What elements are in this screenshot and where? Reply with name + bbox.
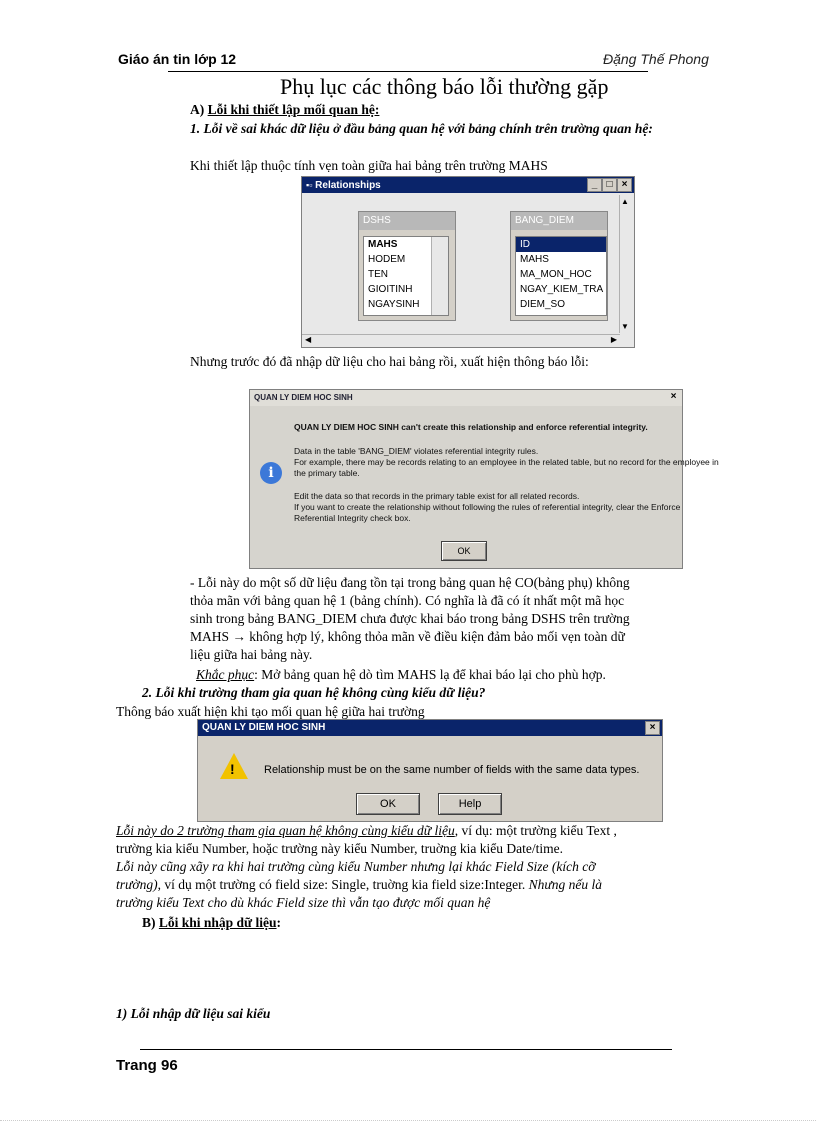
page-edge — [0, 1120, 816, 1122]
help-button[interactable]: Help — [438, 793, 502, 815]
table-dshs-scrollbar[interactable] — [431, 237, 448, 315]
scroll-up-icon[interactable]: ▲ — [621, 197, 629, 206]
para2-line: trường), ví dụ một trường có field size: Single, truờng kia field size:Integer. Nhưng nếu là — [116, 877, 602, 892]
para2-line: trường kiểu Text cho dù khác Field size thì vẫn tạo được mối quan hệ — [116, 895, 491, 910]
item-b1-heading: 1) Lỗi nhập dữ liệu sai kiểu — [116, 1006, 271, 1021]
ok-button[interactable]: OK — [441, 541, 487, 561]
field-item[interactable]: NGAYSINH — [368, 299, 420, 310]
explain-line: liệu giữa hai bảng này. — [190, 647, 313, 662]
field-item[interactable]: TEN — [368, 269, 388, 280]
table-bang-diem-title: BANG_DIEM — [511, 212, 607, 230]
field-item[interactable]: GIOITINH — [368, 284, 413, 295]
error-dialog-1-line: Referential Integrity check box. — [294, 513, 411, 523]
error-dialog-2-message: Relationship must be on the same number of fields with the same data types. — [264, 764, 640, 776]
explain-line: - Lỗi này do một số dữ liệu đang tồn tại trong bảng quan hệ CO(bảng phụ) không — [190, 575, 630, 590]
table-bang-diem-fields[interactable] — [515, 236, 607, 316]
page-title: Phụ lục các thông báo lỗi thường gặp — [280, 74, 609, 99]
footer-rule — [140, 1049, 672, 1050]
table-dshs[interactable] — [358, 211, 456, 321]
header-rule — [168, 71, 648, 72]
error-dialog-1-titlebar: QUAN LY DIEM HOC SINH × — [250, 390, 682, 406]
scroll-down-icon[interactable]: ▼ — [621, 322, 629, 331]
error-dialog-1-line: the primary table. — [294, 468, 360, 478]
item2-line: Thông báo xuất hiện khi tạo mối quan hệ giữa hai trường — [116, 704, 425, 719]
item1-line: Khi thiết lập thuộc tính vẹn toàn giữa hai bảng trên trường MAHS — [190, 158, 548, 173]
field-item[interactable]: NGAY_KIEM_TRA — [520, 284, 604, 295]
field-item-selected[interactable]: ID — [516, 237, 606, 252]
explain-line: thỏa mãn với bảng quan hệ 1 (bảng chính). Có nghĩa là đã có ít nhất một mã học — [190, 593, 625, 608]
scroll-left-icon[interactable]: ◀ — [305, 335, 312, 344]
table-dshs-fields[interactable] — [363, 236, 449, 316]
fix-line: Khắc phục: Mở bảng quan hệ dò tìm MAHS lạ để khai báo lại cho phù hợp. — [196, 667, 606, 682]
relationships-window — [301, 176, 635, 348]
horizontal-scrollbar[interactable] — [302, 334, 620, 347]
section-b-heading: B) Lỗi khi nhập dữ liệu: — [142, 915, 282, 930]
ok-button[interactable]: OK — [356, 793, 420, 815]
header-right: Đặng Thế Phong — [603, 51, 709, 67]
relationships-titlebar: ▪▫ Relationships _ □ × — [302, 177, 634, 193]
warning-icon-mark: ! — [230, 761, 235, 777]
error-dialog-2-titlebar: QUAN LY DIEM HOC SINH × — [198, 720, 662, 736]
para2-line: trường kia kiểu Number, hoặc trường này kiểu Number, truờng kia kiểu Date/time. — [116, 841, 563, 856]
section-a-heading: A) Lỗi khi thiết lập mối quan hệ: — [190, 102, 380, 117]
error-dialog-1-line: Data in the table 'BANG_DIEM' violates referential integrity rules. — [294, 446, 539, 456]
table-bang-diem[interactable] — [510, 211, 608, 321]
field-item[interactable]: MAHS — [520, 254, 549, 265]
relationships-window-icon: ▪▫ — [306, 180, 313, 190]
minimize-icon[interactable]: _ — [587, 178, 602, 192]
table-dshs-title: DSHS — [359, 212, 455, 230]
scroll-right-icon[interactable]: ▶ — [610, 335, 617, 344]
close-icon[interactable]: × — [645, 721, 660, 735]
error-dialog-1-heading: QUAN LY DIEM HOC SINH can't create this relationship and enforce referential integrity. — [294, 422, 648, 432]
field-item[interactable]: MA_MON_HOC — [520, 269, 592, 280]
error-dialog-1-line: If you want to create the relationship without following the rules of referential integrity, clear the Enforce — [294, 502, 681, 512]
header-left: Giáo án tin lớp 12 — [118, 51, 237, 67]
footer-page-number: Trang 96 — [116, 1057, 178, 1074]
para2-line: Lỗi này do 2 trường tham gia quan hệ không cùng kiểu dữ liệu, ví dụ: một trường kiểu Text , — [116, 823, 617, 838]
field-item[interactable]: DIEM_SO — [520, 299, 566, 310]
item1-heading: 1. Lỗi về sai khác dữ liệu ở đầu bảng quan hệ với bảng chính trên trường quan hệ: — [190, 121, 653, 136]
info-icon: i — [260, 462, 282, 484]
field-item[interactable]: HODEM — [368, 254, 406, 265]
error-dialog-1 — [249, 389, 719, 569]
error-dialog-1-line: Edit the data so that records in the primary table exist for all related records. — [294, 491, 580, 501]
explain-line: MAHS → không hợp lý, không thỏa mãn về điều kiện đảm bảo mối vẹn toàn dữ — [190, 629, 625, 644]
item2-heading: 2. Lỗi khi trường tham gia quan hệ không cùng kiểu dữ liệu? — [142, 685, 486, 700]
maximize-icon[interactable]: □ — [602, 178, 617, 192]
explain-line: sinh trong bảng BANG_DIEM chưa được khai báo trong bảng DSHS trên trường — [190, 611, 630, 626]
close-icon[interactable]: × — [617, 178, 632, 192]
close-icon[interactable]: × — [670, 391, 677, 402]
error-dialog-1-line: For example, there may be records relating to an employee in the related table, but no record for the employee in — [294, 457, 719, 467]
line-before-error: Nhưng trước đó đã nhập dữ liệu cho hai bảng rồi, xuất hiện thông báo lỗi: — [190, 354, 589, 369]
error-dialog-2 — [197, 719, 663, 822]
para2-line: Lỗi này cũng xãy ra khi hai trường cùng kiểu Number nhưng lại khác Field Size (kích cỡ — [116, 859, 596, 874]
vertical-scrollbar[interactable] — [619, 195, 634, 333]
field-item[interactable]: MAHS — [368, 239, 398, 250]
